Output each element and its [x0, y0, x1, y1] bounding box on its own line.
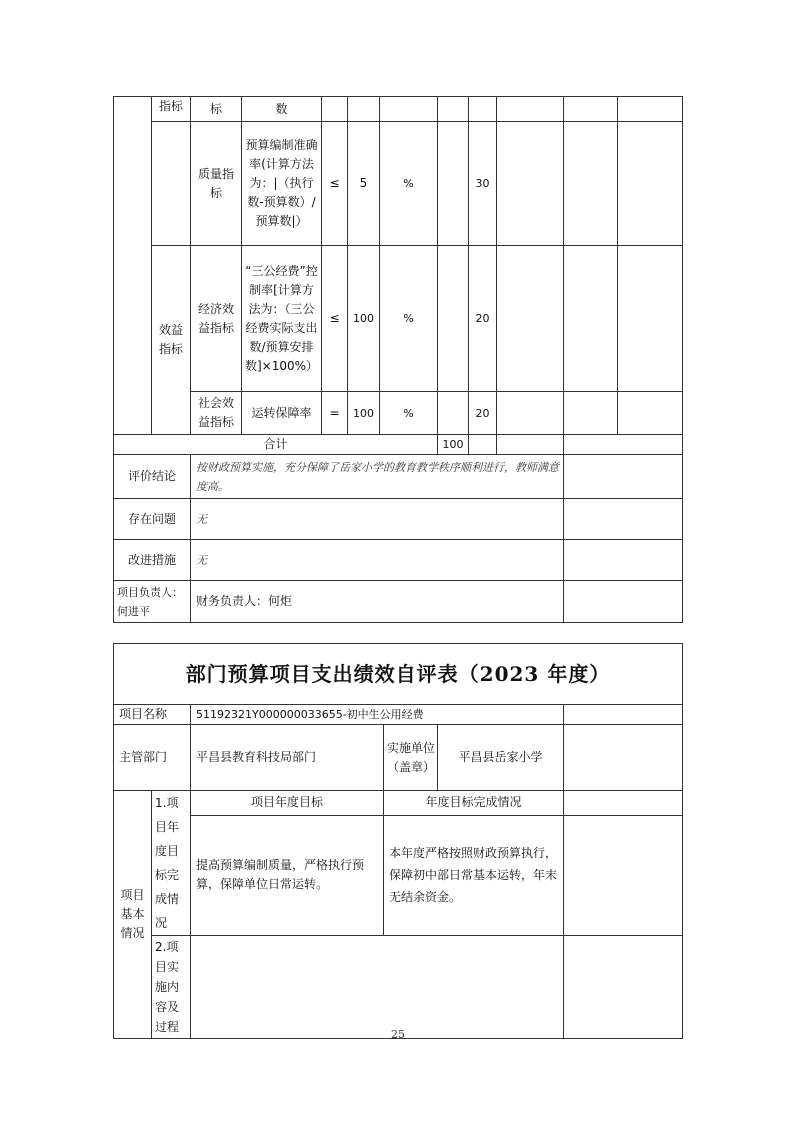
annual-goal-text: 提高预算编制质量，严格执行预算，保障单位日常运转。: [191, 815, 384, 935]
indicator-label: 指标: [152, 97, 191, 122]
unit: %: [380, 392, 438, 435]
indicator-name: 运转保障率: [242, 392, 322, 435]
indicator-header-row: [114, 97, 683, 122]
issues-label: 存在问题: [114, 499, 191, 540]
responsible-row: [114, 581, 683, 623]
target-value: 5: [348, 122, 380, 246]
department-row: [114, 725, 683, 791]
indicator-header-3: 数: [242, 97, 322, 122]
completion-text: 本年度严格按照财政预算执行，保障初中部日常基本运转，年末无结余资金。: [384, 815, 564, 935]
score: 20: [469, 392, 497, 435]
score: 20: [469, 246, 497, 392]
goal-header-row: [114, 791, 683, 816]
operator: ≤: [322, 246, 348, 392]
self-evaluation-table: [113, 643, 683, 1039]
target-value: 100: [348, 392, 380, 435]
goal-content-row: [114, 815, 683, 935]
sub-category: 经济效益指标: [191, 246, 242, 392]
indicator-header-2: 标: [191, 97, 242, 122]
improvement-text: 无: [191, 540, 564, 581]
impl-unit-label: 实施单位（盖章）: [384, 725, 438, 791]
indicator-name: “三公经费”控制率[计算方法为：（三公经费实际支出数/预算安排数]×100%）: [242, 246, 322, 392]
project-name-label: 项目名称: [114, 705, 191, 725]
total-label: 合计: [114, 435, 438, 455]
dept-value: 平昌县教育科技局部门: [191, 725, 384, 791]
target-value: 100: [348, 246, 380, 392]
form-title: 部门预算项目支出绩效自评表（2023 年度）: [114, 644, 683, 705]
blank-category-cell: [114, 97, 152, 435]
evaluation-row: [114, 455, 683, 499]
project-lead: 项目负责人：何进平: [114, 581, 191, 623]
completion-header: 年度目标完成情况: [384, 791, 564, 816]
section2-label: 2.项目实施内容及过程: [152, 936, 191, 1039]
score: 30: [469, 122, 497, 246]
implementation-row: [114, 936, 683, 1039]
total-row: [114, 435, 683, 455]
section1-label: 1.项目年度目标完成情况: [152, 791, 191, 936]
evaluation-text: 按财政预算实施，充分保障了岳家小学的教育教学秩序顺利进行，教师满意度高。: [191, 455, 564, 499]
evaluation-label: 评价结论: [114, 455, 191, 499]
issues-text: 无: [191, 499, 564, 540]
project-name-row: [114, 705, 683, 725]
sub-category: 社会效益指标: [191, 392, 242, 435]
improvement-row: [114, 540, 683, 581]
operator: ≤: [322, 122, 348, 246]
table-row: [114, 246, 683, 392]
finance-lead: 财务负责人：何炬: [191, 581, 564, 623]
total-value: 100: [438, 435, 469, 455]
indicator-name: 预算编制准确率(计算方法为：|（执行数-预算数）/预算数|）: [242, 122, 322, 246]
annual-goal-header: 项目年度目标: [191, 791, 384, 816]
table-row: [114, 392, 683, 435]
operator: =: [322, 392, 348, 435]
section2-text: [191, 936, 564, 1039]
page-number: 25: [391, 1028, 405, 1041]
dept-label: 主管部门: [114, 725, 191, 791]
benefit-category: 效益指标: [152, 246, 191, 435]
unit: %: [380, 246, 438, 392]
issues-row: [114, 499, 683, 540]
performance-indicator-table: [113, 96, 683, 623]
basic-info-label: 项目基本情况: [114, 791, 152, 1039]
impl-unit-value: 平昌县岳家小学: [438, 725, 564, 791]
unit: %: [380, 122, 438, 246]
table-row: [114, 122, 683, 246]
sub-category: 质量指标: [191, 122, 242, 246]
project-name-value: 51192321Y000000033655-初中生公用经费: [191, 705, 564, 725]
improvement-label: 改进措施: [114, 540, 191, 581]
